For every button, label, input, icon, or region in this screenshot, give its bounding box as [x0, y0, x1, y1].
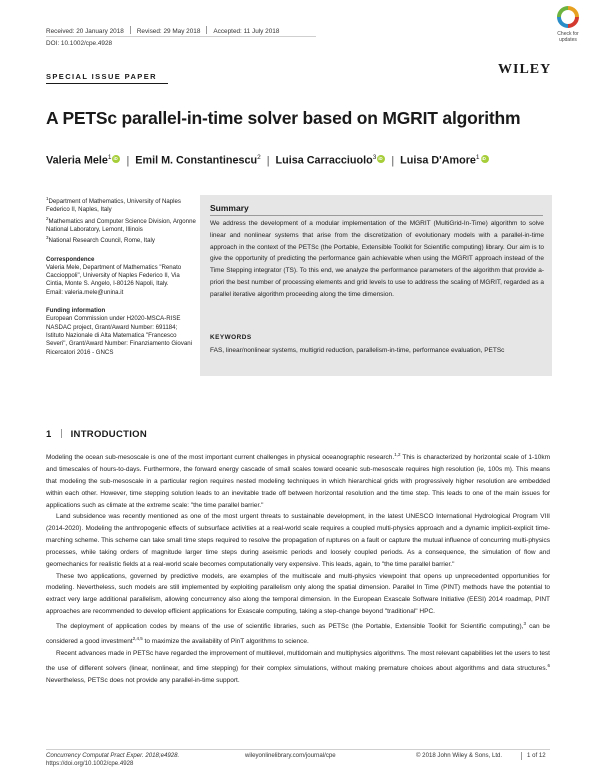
footer-separator: [521, 752, 522, 760]
paragraph-text: can be considered a good investment: [46, 623, 550, 646]
funding-heading: Funding information: [46, 307, 106, 315]
orcid-icon[interactable]: [481, 155, 489, 163]
orcid-icon[interactable]: [112, 155, 120, 163]
paragraph-text: This is characterized by horizontal scale of 1-10km and timescales of hours-to-days. Furthermore, the forward energy cascade of small scales toward oceanic sub-mesoscale requires high resolution (ie, 100s m). This means that modeling the sub-mesoscale in a particular region requires nested modeling techniques in which hierarchical grids with progressively higher resolution are embedded within each other. However, time stepping solution leads to an inevitable trade off between horizontal resolution and the time step. This leads to one of the main issues for applications such as climate at the extreme scale: "the time parallel barrier.": [46, 454, 550, 509]
paper-title: A PETSc parallel-in-time solver based on MGRIT algorithm: [46, 108, 521, 128]
paragraph-text: Modeling the ocean sub-mesoscale is one of the most important current challenges in physical oceanographic research.: [46, 454, 395, 462]
section-heading: [46, 429, 147, 440]
author-affiliation: 3: [372, 154, 377, 161]
paper-type: SPECIAL ISSUE PAPER: [46, 72, 157, 81]
footer-citation: [46, 752, 179, 768]
page-number: 1 of 12: [527, 752, 546, 759]
author-separator: |: [126, 154, 130, 167]
keywords-heading: KEYWORDS: [210, 334, 252, 341]
article-history: [46, 26, 279, 35]
affiliation: [46, 215, 196, 235]
correspondence-email[interactable]: Email: valeria.mele@unina.it: [46, 288, 124, 296]
author-separator: |: [391, 154, 395, 167]
paragraph: Land subsidence was recently mentioned as one of the most urgent threats to sustainable development, in the latest UNESCO International Hydrological Program VIII (2014-2020). Modeling the anthropogenic effects of subsurface activities at a real-world scale requires a coupled multi-physics approach and a dynamic implicit-explicit time-marching scheme. This scheme can take small time steps required to resolve the propagation of ruptures on a fault or capture the mutual influence of concurring multi-physics processes, while taking orders of magnitude larger time steps during aseismic periods and loosely coupled periods. As a consequence, the simulation of flow and geomechanics for realistic fields at a real-world scale becomes computationally very expensive. This leads, again, to "the time parallel barrier.": [46, 513, 550, 568]
author-name: Luisa Carracciuolo: [275, 154, 373, 167]
paragraph: These two applications, governed by predictive models, are examples of the multiscale and multi-physics viewpoint that opens up unprecedented opportunities for modeling. Nevertheless, such models are still implemented by exploiting parallelism only along the spatial dimension. Parallel In Time (PINT) methods have the potential to extract very large additional parallelism, allowing concurrency also along the temporal dimension. In the European Exascale Software Initiative (EESI) 2014 roadmap, PINT approaches are recommended to develop efficient applications for Exascale computing, taking a step-change beyond "traditional" HPC.: [46, 572, 550, 616]
author-name: Luisa D'Amore: [400, 154, 476, 167]
divider: [61, 429, 62, 438]
crossmark-icon-center: [561, 10, 575, 24]
author-separator: |: [266, 154, 270, 167]
abstract-heading: Summary: [210, 203, 249, 213]
citation[interactable]: 2,4,5: [132, 635, 143, 641]
journal-citation: Concurrency Computat Pract Exper. 2018;e4928.: [46, 752, 180, 759]
check-for-updates-badge[interactable]: [549, 6, 587, 50]
footer-doi-link[interactable]: https://doi.org/10.1002/cpe.4928: [46, 759, 134, 767]
affiliation-number: 3: [46, 235, 49, 241]
citation[interactable]: 6: [547, 662, 550, 668]
body-text: [46, 449, 550, 687]
citation[interactable]: 3: [523, 620, 527, 626]
author-affiliation: 1: [475, 154, 480, 161]
author-name: Valeria Mele: [46, 154, 108, 167]
paper-type-underline: [46, 83, 168, 84]
affiliation: [46, 234, 196, 245]
paragraph-text: The deployment of application codes by means of the use of scientific libraries, such as PETSc (the Portable, Extensible Toolkit for Scientific computing),: [56, 623, 524, 631]
affiliation-text: National Research Council, Rome, Italy: [48, 237, 155, 245]
citation[interactable]: 1,2: [394, 452, 401, 457]
received-date: Received: 20 January 2018: [46, 28, 124, 35]
footer-site-link[interactable]: wileyonlinelibrary.com/journal/cpe: [245, 752, 336, 759]
affiliation-number: 1: [46, 196, 49, 201]
funding-text: European Commission under H2020-MSCA-RISE NASDAC project, Grant/Award Number: 691184; Istituto Nazionale di Alta Matematica "Francesco Severi", Grant/Award Number: Finanziamento Giovani Ricercatori 2016 - GNCS: [46, 315, 192, 356]
divider: [206, 26, 207, 34]
publisher-logo: WILEY: [498, 62, 552, 77]
author-affiliation: 2: [257, 154, 261, 161]
correspondence-text: Valeria Mele, Department of Mathematics "Renato Caccioppoli", University of Naples Federico II, Via Cintia, Monte S. Angelo, I-80126 Napoli, Italy.: [46, 263, 182, 288]
footer-divider: [46, 749, 550, 750]
affiliation-number: 2: [46, 215, 49, 221]
author-name: Emil M. Constantinescu: [135, 154, 258, 167]
paragraph: [46, 648, 550, 687]
header-divider: [46, 36, 316, 37]
keywords-text: FAS, linear/nonlinear systems, multigrid reduction, parallelism-in-time, performance evaluation, PETSc: [210, 347, 505, 354]
doi[interactable]: DOI: 10.1002/cpe.4928: [46, 40, 113, 47]
abstract-divider: [210, 215, 543, 216]
paragraph: [46, 618, 550, 648]
sidebar: [46, 195, 196, 357]
paragraph-text: Recent advances made in PETSc have regarded the improvement of multilevel, multidomain and multiphysics algorithms. The most relevant capabilities let the users to test the use of different solvers (linear, nonlinear, and time stepping) for their complex simulations, without making premature choices about algorithms and data structures.: [46, 649, 550, 672]
section-number: 1: [46, 429, 52, 440]
divider: [130, 26, 131, 34]
footer-copyright: © 2018 John Wiley & Sons, Ltd.: [416, 752, 503, 759]
affiliation-text: Department of Mathematics, University of Naples Federico II, Naples, Italy: [46, 198, 181, 214]
revised-date: Revised: 29 May 2018: [136, 28, 201, 35]
paragraph-text: to maximize the availability of PinT algorithms to science.: [142, 638, 309, 646]
section-title: INTRODUCTION: [70, 429, 148, 440]
orcid-icon[interactable]: [377, 155, 385, 163]
accepted-date: Accepted: 11 July 2018: [213, 28, 280, 35]
badge-label: Check for updates: [557, 31, 579, 43]
affiliation-text: Mathematics and Computer Science Division, Argonne National Laboratory, Lemont, Illinois: [46, 217, 196, 233]
paragraph: [46, 449, 550, 511]
paragraph-text: Nevertheless, PETSc does not provide any parallel-in-time support.: [46, 676, 240, 684]
author-list: [46, 154, 489, 167]
correspondence-heading: Correspondence: [46, 255, 95, 263]
affiliation: [46, 195, 196, 215]
author-affiliation: 1: [107, 154, 112, 161]
abstract-text: We address the development of a modular implementation of the MGRIT (MultiGrid-In-Time) algorithm to solve linear and nonlinear systems that arise from the discretization of evolutionary models with a parallel-in-time approach in the context of the PETSc (the Portable, Extensible Toolkit for Scientific computing) library. Our aim is to give the opportunity of predicting the performance gain achievable when using the MGRIT approach instead of the Time Stepping integrator (TS). To this end, we analyze the performance parameters of the algorithm that provide a-priori the best number of processing elements and grid levels to use to address the scaling of MGRIT, regarded as a parallel iterative algorithm proceeding along the time dimension.: [210, 220, 544, 298]
